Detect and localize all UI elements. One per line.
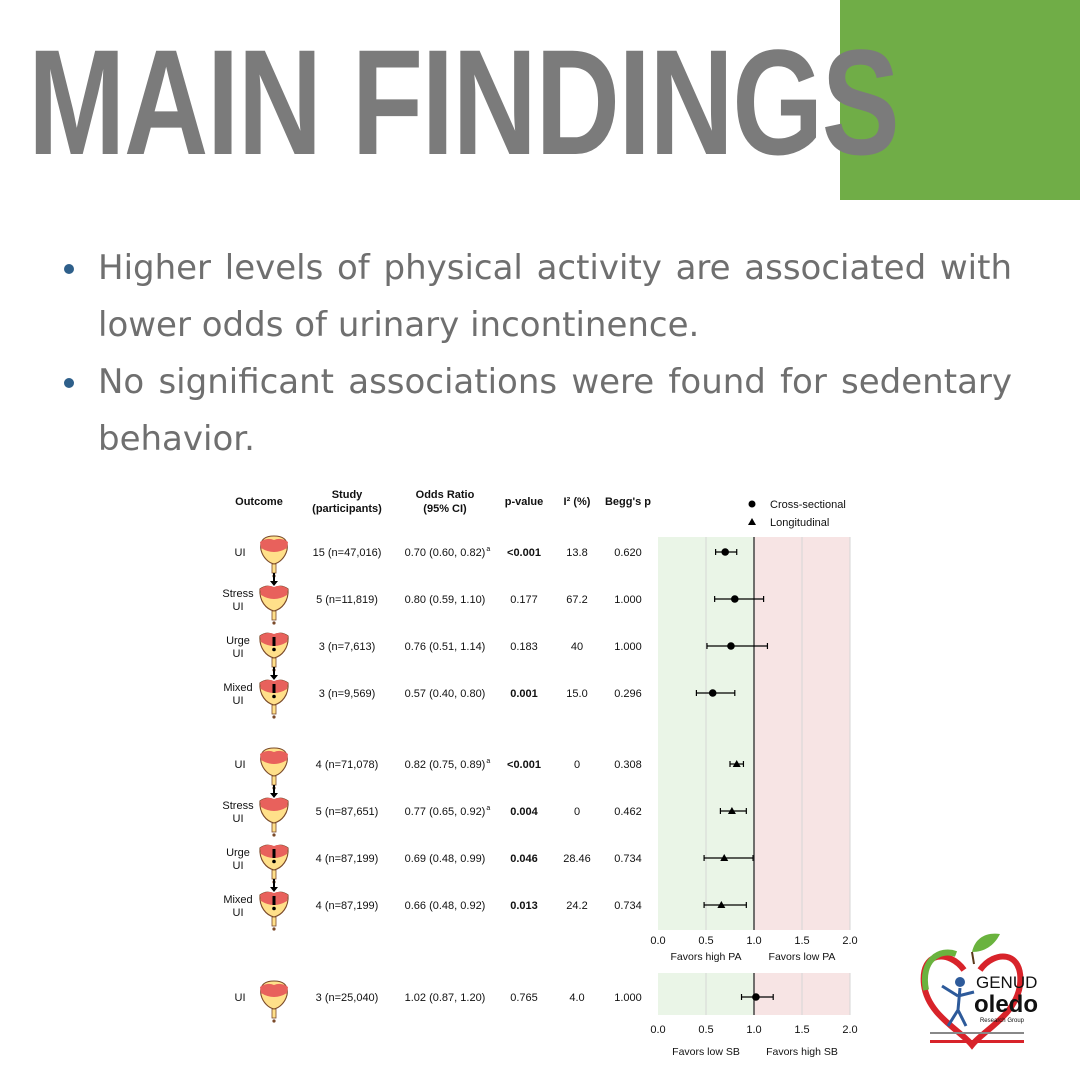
p-value-cell: 0.013 [510, 900, 538, 912]
logo-university-line [930, 1040, 1024, 1043]
i2-cell: 28.46 [563, 853, 591, 865]
i2-cell: 67.2 [566, 594, 588, 606]
odds-ratio-superscript: a [486, 546, 491, 553]
header-i2: I² (%) [563, 496, 591, 508]
genud-logo [924, 934, 1038, 1045]
bladder-urge-icon [260, 633, 288, 672]
i2-cell: 0 [573, 759, 581, 771]
x-tick-label: 1.5 [794, 935, 810, 947]
outcome-label: Mixed [223, 682, 253, 694]
outcome-label-sub: UI [232, 860, 244, 872]
p-value-cell: 0.004 [510, 806, 538, 818]
results-table [222, 489, 651, 1023]
bladder-ui-icon [260, 748, 288, 790]
x-tick-label: 0.0 [650, 1024, 666, 1036]
outcome-label-sub: UI [232, 601, 244, 613]
header-odds-ratio-sub: (95% CI) [423, 503, 467, 515]
x-tick-label: 1.5 [794, 1024, 810, 1036]
odds-ratio-superscript: a [486, 758, 491, 765]
x-tick-label: 0.0 [650, 935, 666, 947]
point-estimate-circle [721, 548, 729, 556]
p-value-cell: 0.046 [510, 853, 538, 865]
outcome-label-sub: UI [232, 695, 244, 707]
outcome-label: Mixed [223, 894, 253, 906]
study-cell: 3 (n=7,613) [318, 641, 376, 653]
i2-cell: 24.2 [566, 900, 588, 912]
outcome-label: Stress [222, 588, 254, 600]
point-estimate-circle [727, 642, 735, 650]
beggs-p-cell: 0.734 [614, 900, 642, 912]
forest-plot [650, 499, 857, 1058]
legend-label: Longitudinal [770, 517, 830, 529]
study-cell: 3 (n=9,569) [318, 688, 376, 700]
x-tick-label: 2.0 [842, 935, 858, 947]
odds-ratio-cell: 0.77 (0.65, 0.92) [404, 806, 486, 818]
beggs-p-cell: 0.462 [614, 806, 642, 818]
bladder-stress-icon [260, 573, 288, 625]
outcome-label-sub: UI [232, 648, 244, 660]
odds-ratio-cell: 0.82 (0.75, 0.89) [404, 759, 486, 771]
odds-ratio-cell: 0.66 (0.48, 0.92) [404, 900, 486, 912]
p-value-cell: 0.765 [510, 992, 538, 1004]
bladder-urge-icon [260, 845, 288, 884]
point-estimate-circle [731, 595, 739, 603]
i2-cell: 4.0 [569, 992, 585, 1004]
study-cell: 4 (n=87,199) [315, 900, 379, 912]
bladder-ui-icon [260, 536, 288, 578]
x-tick-label: 0.5 [698, 935, 714, 947]
p-value-cell: <0.001 [507, 759, 541, 771]
outcome-label: Urge [226, 847, 250, 859]
beggs-p-cell: 1.000 [614, 641, 642, 653]
study-cell: 3 (n=25,040) [315, 992, 379, 1004]
outcome-label-sub: UI [232, 907, 244, 919]
logo-caption-line [930, 1032, 1024, 1034]
study-cell: 15 (n=47,016) [312, 547, 382, 559]
logo-research-group-text: Research Group [979, 1018, 1024, 1024]
i2-cell: 13.8 [566, 547, 588, 559]
x-tick-label: 0.5 [698, 1024, 714, 1036]
legend-label: Cross-sectional [770, 499, 846, 511]
odds-ratio-cell: 0.80 (0.59, 1.10) [404, 594, 486, 606]
outcome-label-sub: UI [232, 813, 244, 825]
study-cell: 4 (n=87,199) [315, 853, 379, 865]
i2-cell: 40 [570, 641, 584, 653]
finding-item: Higher levels of physical activity are associated with lower odds of urinary incontinence. [62, 240, 1012, 354]
study-cell: 4 (n=71,078) [315, 759, 379, 771]
odds-ratio-cell: 0.57 (0.40, 0.80) [404, 688, 486, 700]
study-cell: 5 (n=11,819) [316, 594, 378, 606]
header-beggs-p: Begg's p [604, 496, 652, 508]
beggs-p-cell: 0.308 [614, 759, 642, 771]
favors-left-label: Favors high PA [670, 951, 742, 963]
p-value-cell: <0.001 [507, 547, 541, 559]
x-tick-label: 1.0 [746, 1024, 762, 1036]
beggs-p-cell: 1.000 [614, 594, 642, 606]
logo-oledo-text: oledo [974, 991, 1038, 1018]
beggs-p-cell: 0.620 [614, 547, 642, 559]
favors-left-label: Favors low SB [672, 1046, 740, 1058]
odds-ratio-cell: 0.70 (0.60, 0.82) [404, 547, 486, 559]
outcome-label: UI [234, 547, 246, 559]
logo-genud-text: GENUD [976, 973, 1038, 992]
bladder-mixed-icon [260, 667, 288, 719]
header-odds-ratio: Odds Ratio [415, 489, 475, 501]
p-value-cell: 0.001 [510, 688, 538, 700]
favors-right-label: Favors low PA [768, 951, 836, 963]
i2-cell: 0 [573, 806, 581, 818]
logo-leaf-icon [972, 934, 1000, 952]
p-value-cell: 0.177 [510, 594, 538, 606]
header-p-value: p-value [504, 496, 544, 508]
bladder-stress-icon [260, 785, 288, 837]
p-value-cell: 0.183 [510, 641, 538, 653]
header-study: Study [331, 489, 363, 501]
beggs-p-cell: 0.296 [614, 688, 642, 700]
point-estimate-circle [709, 689, 717, 697]
favors-right-label: Favors high SB [766, 1046, 838, 1058]
odds-ratio-superscript: a [486, 805, 491, 812]
finding-item: No significant associations were found for sedentary behavior. [62, 354, 1012, 468]
outcome-label: Stress [222, 800, 254, 812]
bladder-mixed-icon [260, 879, 288, 931]
page-title: MAIN FINDINGS [28, 18, 899, 186]
outcome-label: UI [234, 759, 246, 771]
outcome-label: Urge [226, 635, 250, 647]
study-cell: 5 (n=87,651) [315, 806, 379, 818]
legend-circle-marker [749, 501, 756, 508]
odds-ratio-cell: 1.02 (0.87, 1.20) [404, 992, 486, 1004]
logo-figure-icon [955, 977, 965, 987]
beggs-p-cell: 1.000 [614, 992, 642, 1004]
header-outcome: Outcome [235, 496, 283, 508]
x-tick-label: 2.0 [842, 1024, 858, 1036]
odds-ratio-cell: 0.69 (0.48, 0.99) [404, 853, 486, 865]
x-tick-label: 1.0 [746, 935, 762, 947]
header-study-sub: (participants) [312, 503, 382, 515]
bladder-ui-icon [260, 981, 288, 1023]
legend-triangle-marker [748, 518, 756, 525]
beggs-p-cell: 0.734 [614, 853, 642, 865]
odds-ratio-cell: 0.76 (0.51, 1.14) [404, 641, 486, 653]
i2-cell: 15.0 [566, 688, 588, 700]
point-estimate-circle [752, 993, 760, 1001]
outcome-label: UI [234, 992, 246, 1004]
